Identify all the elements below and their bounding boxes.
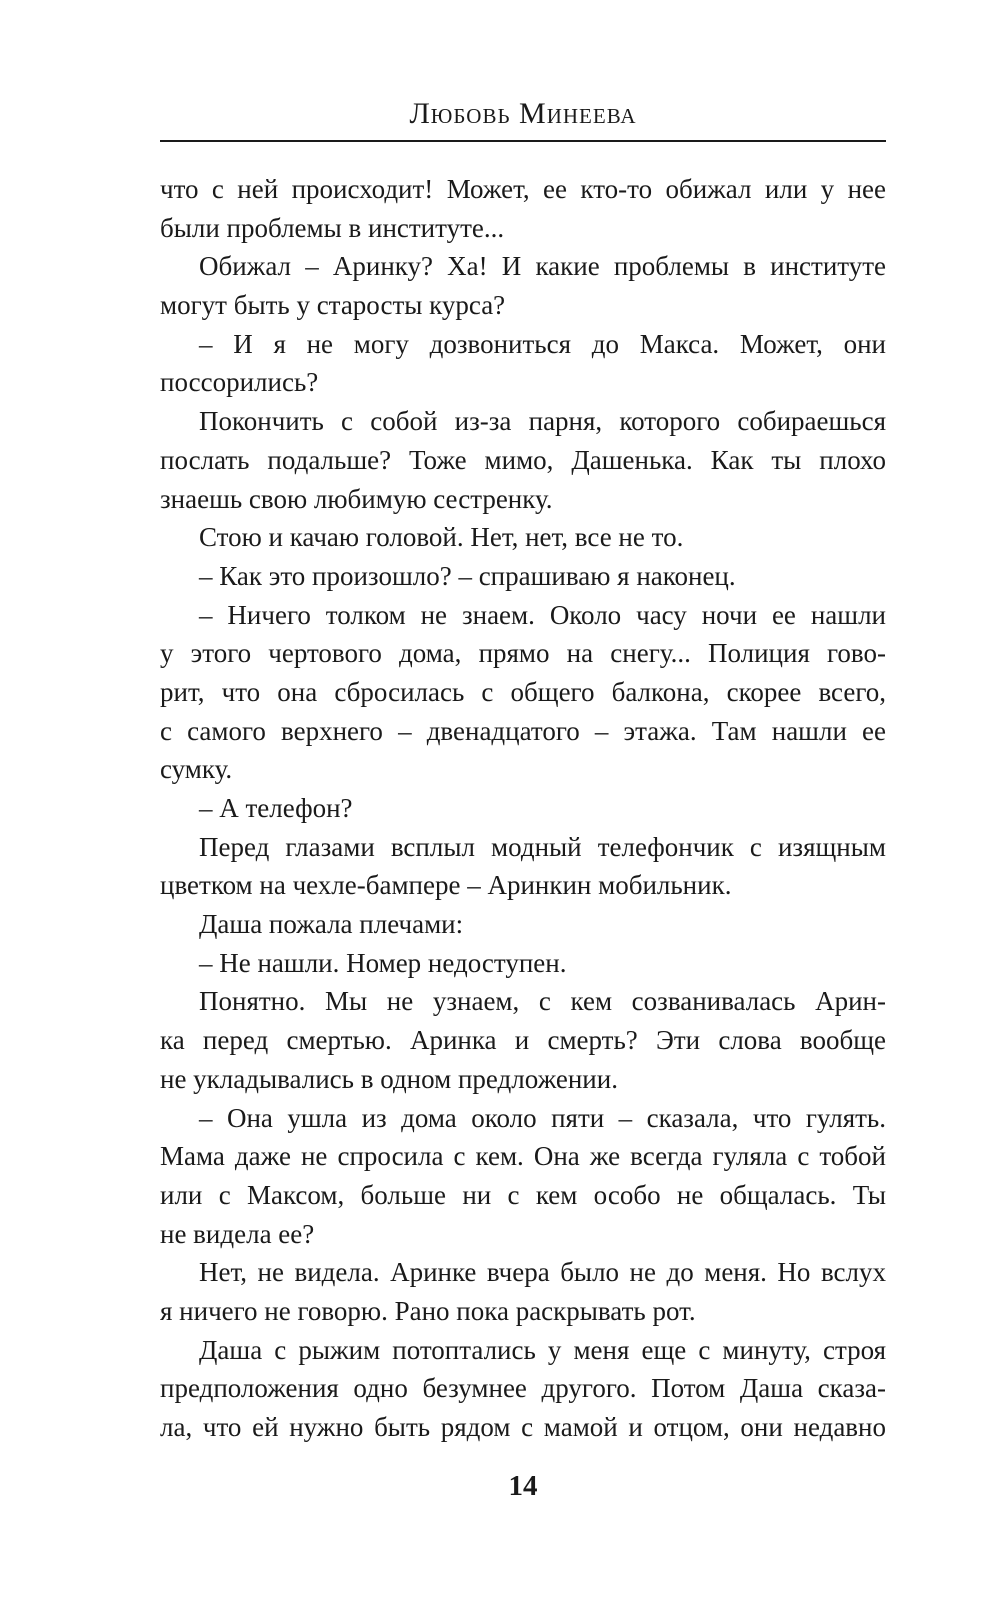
text-line: цветком на чехле-бампере – Аринкин мобильник. — [160, 870, 732, 901]
text-line: Стою и качаю головой. Нет, нет, все не то. — [199, 522, 684, 553]
text-line: могут быть у старосты курса? — [160, 290, 506, 321]
text-line: – А телефон? — [199, 793, 353, 823]
text-line: не укладывались в одном предложении. — [160, 1063, 618, 1094]
text-line: Понятно. Мы не узнаем, с кем созванивалась Арин- — [199, 986, 886, 1017]
text-line: – Как это произошло? – спрашиваю я наконец. — [199, 560, 736, 591]
text-line: Покончить с собой из-за парня, которого собираешься — [199, 406, 886, 437]
text-line: Мама даже не спросила с кем. Она же всегда гуляла с тобой — [160, 1141, 886, 1172]
text-line: я ничего не говорю. Рано пока раскрывать рот. — [160, 1295, 696, 1326]
text-line: ла, что ей нужно быть рядом с мамой и отцом, они недавно — [160, 1412, 886, 1442]
text-line: Обижал – Аринку? Ха! И какие проблемы в институте — [199, 251, 886, 282]
text-line: с самого верхнего – двенадцатого – этажа. Там нашли ее — [160, 715, 886, 746]
text-line: рит, что она сбросилась с общего балкона, скорее всего, — [160, 676, 886, 707]
header-rule — [160, 140, 886, 142]
text-line: или с Максом, больше ни с кем особо не общалась. Ты — [160, 1179, 886, 1210]
body-text — [160, 170, 886, 1447]
text-line: Даша пожала плечами: — [199, 909, 464, 940]
text-line: были проблемы в институте... — [160, 212, 505, 243]
text-line: – Не нашли. Номер недоступен. — [199, 947, 567, 978]
text-line: знаешь свою любимую сестренку. — [160, 483, 553, 514]
text-line: сумку. — [160, 754, 233, 785]
text-line: Перед глазами всплыл модный телефончик с изящным — [199, 831, 886, 862]
text-line: – Ничего толком не знаем. Около часу ночи ее нашли — [199, 599, 886, 630]
text-line: ка перед смертью. Аринка и смерть? Эти слова вообще — [160, 1025, 886, 1056]
text-line: послать подальше? Тоже мимо, Дашенька. Как ты плохо — [160, 444, 886, 475]
text-line: у этого чертового дома, прямо на снегу... Полиция гово- — [160, 638, 886, 669]
text-line: поссорились? — [160, 367, 319, 398]
text-line: – И я не могу дозвониться до Макса. Может, они — [199, 328, 886, 359]
text-line: Даша с рыжим потоптались у меня еще с минуту, строя — [199, 1334, 886, 1365]
text-line: Нет, не видела. Аринке вчера было не до меня. Но вслух — [199, 1257, 886, 1288]
text-line: не видела ее? — [160, 1218, 315, 1249]
text-line: – Она ушла из дома около пяти – сказала, что гулять. — [199, 1102, 886, 1133]
text-line: предположения одно безумнее другого. Потом Даша сказа- — [160, 1373, 886, 1404]
page-number: 14 — [508, 1470, 538, 1502]
text-line: что с ней происходит! Может, ее кто-то обижал или у нее — [160, 174, 886, 204]
running-header-author: Любовь Минеева — [409, 97, 637, 130]
